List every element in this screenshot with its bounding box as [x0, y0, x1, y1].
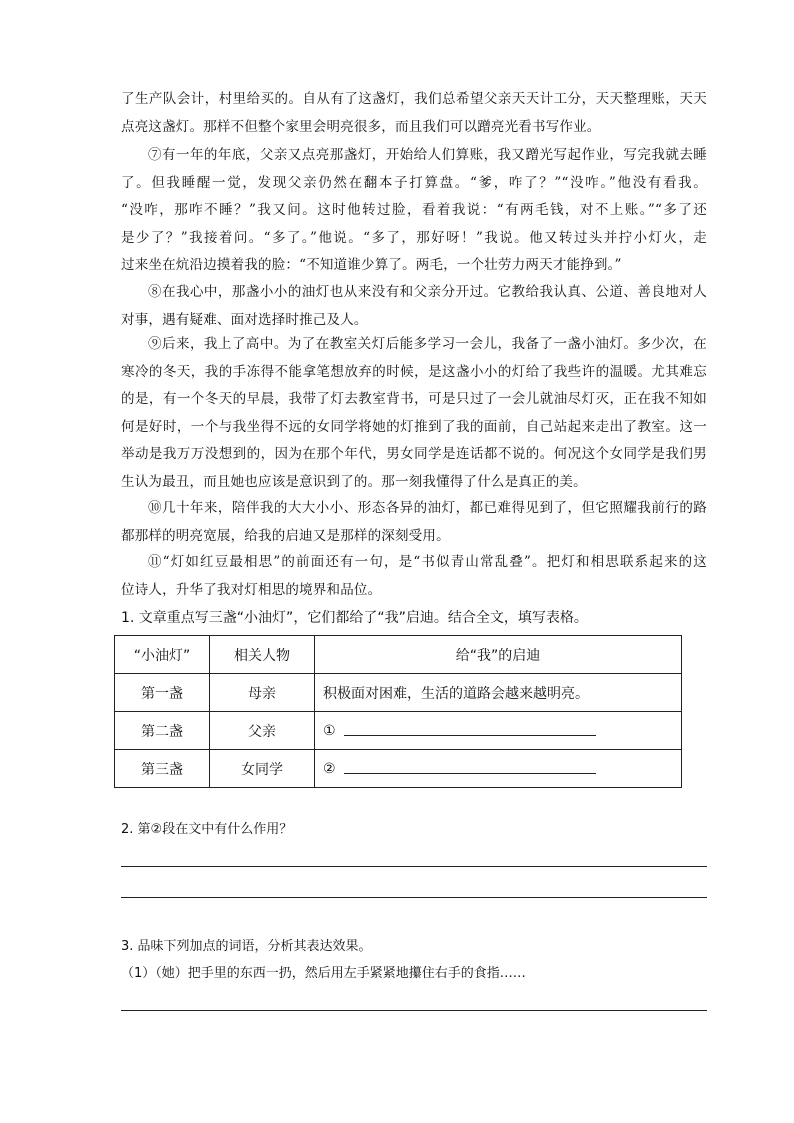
text-line: 生认为最丑，而且她也应该是意识到了的。那一刻我懂得了什么是真正的美。: [121, 473, 587, 490]
table-header-row: [115, 636, 682, 674]
answer-marker: ②: [323, 760, 336, 777]
text-line: ⑨后来，我上了高中。为了在教室关灯后能多学习一会儿，我备了一盏小油灯。多少次，在: [148, 336, 707, 352]
text-line: 对事，遇有疑难、面对选择时推己及人。: [121, 311, 368, 328]
text-line: 的是，有一个冬天的早晨，我带了灯去教室背书，可是只过了一会儿就油尽灯灭，正在我不知如: [121, 391, 707, 407]
text-line: 何是好时，一个与我坐得不远的女同学将她的灯推到了我的面前，自己站起来走出了教室。这一: [121, 418, 707, 435]
table-header-cell: 给“我”的启迪: [315, 636, 682, 674]
table-row: [115, 712, 682, 750]
lamp-cell: 第一盏: [115, 674, 210, 712]
text-line: ⑪“灯如红豆最相思”的前面还有一句，是“书似青山常乱叠”。把灯和相思联系起来的这: [148, 554, 707, 570]
insight-cell[interactable]: [315, 712, 682, 750]
text-line: 寒冷的冬天，我的手冻得不能拿笔想放弃的时候，是这盏小小的灯给了我些许的温暖。尤其难忘: [121, 363, 707, 380]
lamp-cell: 第二盏: [115, 712, 210, 750]
passage-paragraph-6-cont: [121, 86, 707, 141]
text-line: 位诗人，升华了我对灯相思的境界和品位。: [121, 581, 382, 598]
answer-marker: ①: [323, 722, 336, 739]
question-3-sub-1: （1）（她）把手里的东西一扔，然后用左手紧紧地攥住右手的食指……: [121, 966, 526, 981]
passage-paragraph-9: [121, 331, 707, 496]
person-cell: 父亲: [210, 712, 315, 750]
text-line: ⑧在我心中，那盏小小的油灯也从来没有和父亲分开过。它教给我认真、公道、善良地对人: [148, 284, 707, 300]
answer-blank-1[interactable]: [344, 725, 596, 736]
q1-answer-table: [114, 635, 682, 788]
lamp-cell: 第三盏: [115, 750, 210, 788]
text-line: ⑩几十年来，陪伴我的大大小小、形态各异的油灯，都已难得见到了，但它照耀我前行的路: [148, 500, 707, 516]
passage-paragraph-10: [121, 495, 707, 550]
text-line: 了。但我睡醒一觉，发现父亲仍然在翻本子打算盘。“爹，咋了？”“没咋。”他没有看我。: [121, 174, 707, 191]
text-line: 都那样的明亮宽展，给我的启迪又是那样的深刻受用。: [121, 527, 450, 544]
question-3-prompt: 3. 品味下列加点的词语，分析其表达效果。: [121, 939, 372, 954]
table-header-cell: 相关人物: [210, 636, 315, 674]
text-line: ⑦有一年的年底，父亲又点亮那盏灯，开始给人们算账，我又蹭光写起作业，写完我就去睡: [148, 147, 707, 163]
passage-paragraph-11: [121, 549, 707, 604]
insight-cell[interactable]: [315, 750, 682, 788]
insight-cell: 积极面对困难，生活的道路会越来越明亮。: [315, 674, 682, 712]
text-line: 过来坐在炕沿边摸着我的脸：“不知道谁少算了。两毛，一个壮劳力两天才能挣到。”: [121, 257, 622, 273]
table-row: [115, 750, 682, 788]
table-row: [115, 674, 682, 712]
answer-line[interactable]: [121, 1010, 707, 1011]
person-cell: 女同学: [210, 750, 315, 788]
person-cell: 母亲: [210, 674, 315, 712]
text-line: 点亮这盏灯。那样不但整个家里会明亮很多，而且我们可以蹭亮光看书写作业。: [121, 118, 601, 135]
text-line: 举动是我万万没想到的，因为在那个年代，男女同学是连话都不说的。何况这个女同学是我们男: [121, 446, 707, 462]
answer-line[interactable]: [121, 866, 707, 867]
question-2-prompt: 2. 第②段在文中有什么作用？: [121, 822, 293, 837]
answer-blank-2[interactable]: [344, 763, 596, 774]
text-line: 了生产队会计，村里给买的。自从有了这盏灯，我们总希望父亲天天计工分，天天整理账，天天: [121, 91, 707, 107]
text-line: “没咋，那咋不睡？”我又问。这时他转过脸，看着我说：“有两毛钱，对不上账。”“多了还: [121, 202, 707, 218]
table-header-cell: “小油灯”: [115, 636, 210, 674]
question-1-prompt: 1. 文章重点写三盏“小油灯”，它们都给了“我”启迪。结合全文，填写表格。: [121, 610, 588, 626]
text-line: 是少了？”我接着问。“多了。”他说。“多了，那好呀！”我说。他又转过头并拧小灯火，走: [121, 229, 707, 246]
answer-line[interactable]: [121, 897, 707, 898]
passage-paragraph-8: [121, 279, 707, 334]
passage-paragraph-7: [121, 142, 707, 280]
